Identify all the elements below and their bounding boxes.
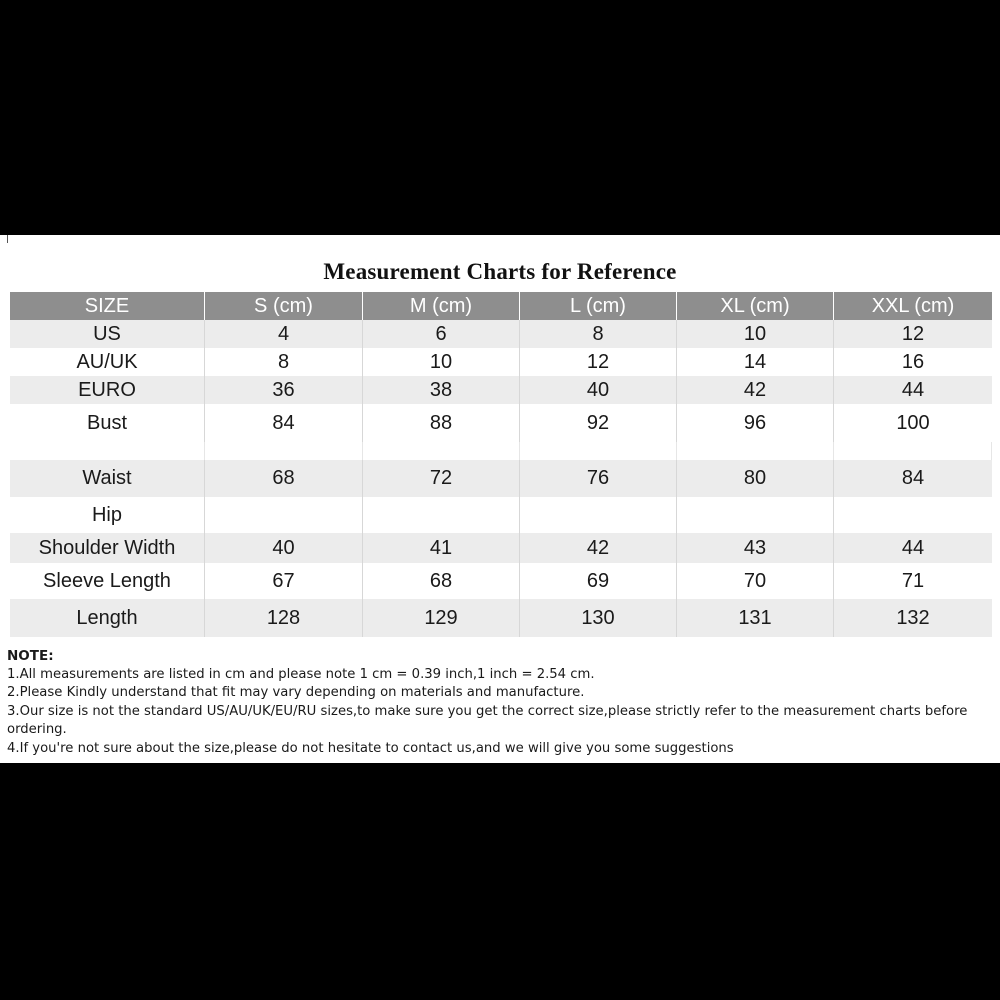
table-cell: 84 xyxy=(205,404,363,442)
table-cell: 88 xyxy=(363,404,520,442)
table-cell: 42 xyxy=(677,376,834,404)
table-cell: 68 xyxy=(363,563,520,599)
table-header-row xyxy=(10,292,992,320)
table-cell: 43 xyxy=(677,533,834,563)
table-row xyxy=(10,460,992,497)
table-row xyxy=(10,348,992,376)
table-cell: 10 xyxy=(677,320,834,348)
table-cell: 41 xyxy=(363,533,520,563)
table-cell: 44 xyxy=(901,536,925,559)
table-cell: 100 xyxy=(896,411,930,434)
table-cell: 92 xyxy=(520,404,677,442)
table-cell: 132 xyxy=(896,606,930,629)
note-line: 1.All measurements are listed in cm and please note 1 cm = 0.39 inch,1 inch = 2.54 cm. xyxy=(7,666,595,682)
table-cell xyxy=(205,497,363,533)
table-cell: 6 xyxy=(363,320,520,348)
table-cell: 72 xyxy=(363,460,520,497)
edge-tick xyxy=(7,235,8,243)
table-cell: 12 xyxy=(520,348,677,376)
row-label: AU/UK xyxy=(10,348,205,376)
size-chart-sheet xyxy=(0,235,1000,763)
header-cell: SIZE xyxy=(10,292,205,320)
header-cell: XL (cm) xyxy=(677,292,834,320)
table-cell xyxy=(677,497,834,533)
table-cell: 42 xyxy=(520,533,677,563)
note-line: 2.Please Kindly understand that fit may vary depending on materials and manufacture. xyxy=(7,685,585,700)
table-cell: 68 xyxy=(205,460,363,497)
table-cell: 84 xyxy=(901,467,925,489)
table-cell: 70 xyxy=(677,563,834,599)
table-cell: 131 xyxy=(677,599,834,637)
table-cell: 4 xyxy=(205,320,363,348)
table-cell: 38 xyxy=(363,376,520,404)
row-label: Length xyxy=(10,599,205,637)
table-cell: 76 xyxy=(520,460,677,497)
header-cell: M (cm) xyxy=(363,292,520,320)
table-cell: 40 xyxy=(520,376,677,404)
table-spacer-row xyxy=(10,442,992,460)
table-row xyxy=(10,376,992,404)
row-label: Waist xyxy=(10,460,205,497)
table-cell: 10 xyxy=(363,348,520,376)
table-row xyxy=(10,599,992,637)
table-cell: 96 xyxy=(677,404,834,442)
table-cell: 40 xyxy=(205,533,363,563)
row-label: Sleeve Length xyxy=(10,563,205,599)
table-row xyxy=(10,563,992,599)
table-row xyxy=(10,533,992,563)
table-cell: 14 xyxy=(677,348,834,376)
row-label: Bust xyxy=(10,404,205,442)
notes-title: NOTE: xyxy=(7,648,54,664)
row-label: EURO xyxy=(10,376,205,404)
table-cell: 128 xyxy=(205,599,363,637)
header-cell: S (cm) xyxy=(205,292,363,320)
table-cell xyxy=(520,497,677,533)
table-cell: 80 xyxy=(677,460,834,497)
table-row xyxy=(10,404,992,442)
note-line: 3.Our size is not the standard US/AU/UK/EU/RU sizes,to make sure you get the correct size,please strictly refer to the measurement charts before ordering. xyxy=(7,703,968,737)
table-cell: 130 xyxy=(520,599,677,637)
table-cell: 8 xyxy=(205,348,363,376)
notes-section xyxy=(7,647,992,758)
table-cell: 44 xyxy=(901,378,925,401)
table-cell: 71 xyxy=(901,569,925,592)
table-cell: 129 xyxy=(363,599,520,637)
measurement-table xyxy=(10,292,992,637)
table-row xyxy=(10,497,992,533)
table-row xyxy=(10,320,992,348)
table-cell xyxy=(363,497,520,533)
table-cell: 16 xyxy=(901,350,925,373)
table-cell: 8 xyxy=(520,320,677,348)
table-cell: 67 xyxy=(205,563,363,599)
row-label: Shoulder Width xyxy=(10,533,205,563)
row-label: US xyxy=(10,320,205,348)
table-cell: 12 xyxy=(901,322,925,345)
note-line: 4.If you're not sure about the size,please do not hesitate to contact us,and we will give you some suggestions xyxy=(7,740,734,756)
table-cell: 36 xyxy=(205,376,363,404)
header-cell: L (cm) xyxy=(520,292,677,320)
row-label: Hip xyxy=(10,497,205,533)
table-cell xyxy=(834,497,992,533)
table-cell: 69 xyxy=(520,563,677,599)
header-cell: XXL (cm) xyxy=(871,294,955,317)
chart-title: Measurement Charts for Reference xyxy=(323,259,677,284)
